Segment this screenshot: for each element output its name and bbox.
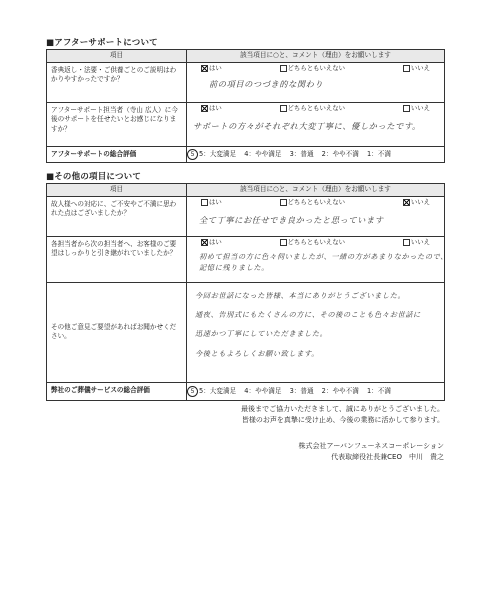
handwritten-comment: 前の項目のつづき的な関わり [209, 78, 324, 89]
signer-name: 代表取締役社長兼CEO 中川 貴之 [331, 453, 444, 462]
choice-neutral[interactable]: どちらともいえない [280, 64, 346, 73]
checkbox-checked-icon[interactable] [201, 65, 208, 72]
checkbox-icon[interactable] [403, 239, 410, 246]
question-deceased-care: 故人様への対応に、ご不安やご不満に思われた点はございましたか？ [47, 196, 187, 236]
handwritten-comment: 全て丁寧にお任せでき良かったと思っています [199, 214, 384, 225]
checkbox-icon[interactable] [280, 65, 287, 72]
question-explanation: 香典返し・法要・ご供養ごとのご説明はわかりやすかったですか？ [47, 62, 187, 102]
answer-cell [187, 236, 449, 282]
choice-no[interactable]: いいえ [403, 104, 430, 113]
question-support-staff: アフターサポート担当者（寺山 広人）に今後のサポートを任せたいとお感じになりますか？ [47, 102, 187, 146]
header-instruction: 該当項目に○と、コメント（理由）をお願いします [187, 50, 445, 63]
header-instruction: 該当項目に○と、コメント（理由）をお願いします [187, 184, 445, 197]
checkbox-icon[interactable] [280, 199, 287, 206]
closing-line-2: 皆様のお声を真摯に受け止め、今後の業務に活かして参ります。 [241, 416, 444, 425]
other-items-table [46, 183, 449, 401]
handwritten-comment-line: 迅速かつ丁寧にしていただきました。 [195, 329, 328, 339]
checkbox-checked-icon[interactable] [201, 239, 208, 246]
choice-neutral[interactable]: どちらともいえない [280, 104, 346, 113]
handwritten-comment-line: 通夜、告別式にもたくさんの方に、その後のことも色々お世話に [195, 309, 421, 319]
overall-label: 弊社のご葬儀サービスの総合評価 [47, 382, 187, 400]
choice-neutral[interactable]: どちらともいえない [280, 198, 346, 207]
answer-cell [187, 282, 445, 382]
checkbox-icon[interactable] [403, 105, 410, 112]
checkbox-icon[interactable] [280, 239, 287, 246]
choice-no[interactable]: いいえ [403, 64, 430, 73]
after-support-table [46, 49, 445, 163]
choice-no[interactable]: いいえ [403, 198, 430, 207]
handwritten-comment: サポートの方々がそれぞれ大変丁寧に、優しかったです。 [193, 120, 421, 131]
choice-no[interactable]: いいえ [403, 238, 430, 247]
selected-circle-icon: 5 [187, 386, 198, 397]
overall-label: アフターサポートの総合評価 [47, 146, 187, 163]
closing-message [241, 404, 444, 426]
choice-yes[interactable]: はい [201, 64, 222, 73]
checkbox-icon[interactable] [403, 65, 410, 72]
checkbox-icon[interactable] [201, 199, 208, 206]
checkbox-checked-icon[interactable] [403, 199, 410, 206]
handwritten-comment-line: 記憶に残りました。 [199, 263, 270, 273]
selected-circle-icon: 5 [187, 149, 198, 160]
choice-yes[interactable]: はい [201, 198, 222, 207]
answer-cell [187, 196, 445, 236]
checkbox-icon[interactable] [280, 105, 287, 112]
signature-block [299, 441, 444, 463]
checkbox-checked-icon[interactable] [201, 105, 208, 112]
section-title-other: ■その他の項目について [46, 172, 142, 182]
answer-cell [187, 102, 445, 146]
choice-yes[interactable]: はい [201, 238, 222, 247]
company-name: 株式会社アーバンフューネスコーポレーション [298, 442, 444, 450]
handwritten-comment-line: 今後ともよろしくお願い致します。 [195, 348, 320, 358]
choice-neutral[interactable]: どちらともいえない [280, 238, 346, 247]
answer-cell [187, 62, 445, 102]
header-item: 項目 [47, 50, 187, 63]
overall-rating: 5 5：大変満足 4：やや満足 3：普通 2：やや不満 1：不満 [187, 382, 445, 400]
overall-rating: 5 5：大変満足 4：やや満足 3：普通 2：やや不満 1：不満 [187, 146, 445, 163]
closing-line-1: 最後までご協力いただきまして、誠にありがとうございました。 [241, 405, 444, 413]
question-opinions: その他ご意見ご要望があればお聞かせください。 [47, 282, 187, 382]
choice-yes[interactable]: はい [201, 104, 222, 113]
question-handover: 各担当者から次の担当者へ、お客様のご要望はしっかりと引き継がれていましたか？ [47, 236, 187, 282]
handwritten-comment-line: 今回お世話になった皆様、本当にありがとうございました。 [195, 290, 406, 300]
header-item: 項目 [47, 184, 187, 197]
section-title-after-support: ■アフターサポートについて [46, 38, 158, 48]
handwritten-comment-line: 初めて担当の方に色々伺いましたが、一緒の方があまりなかったので、 [199, 251, 449, 261]
